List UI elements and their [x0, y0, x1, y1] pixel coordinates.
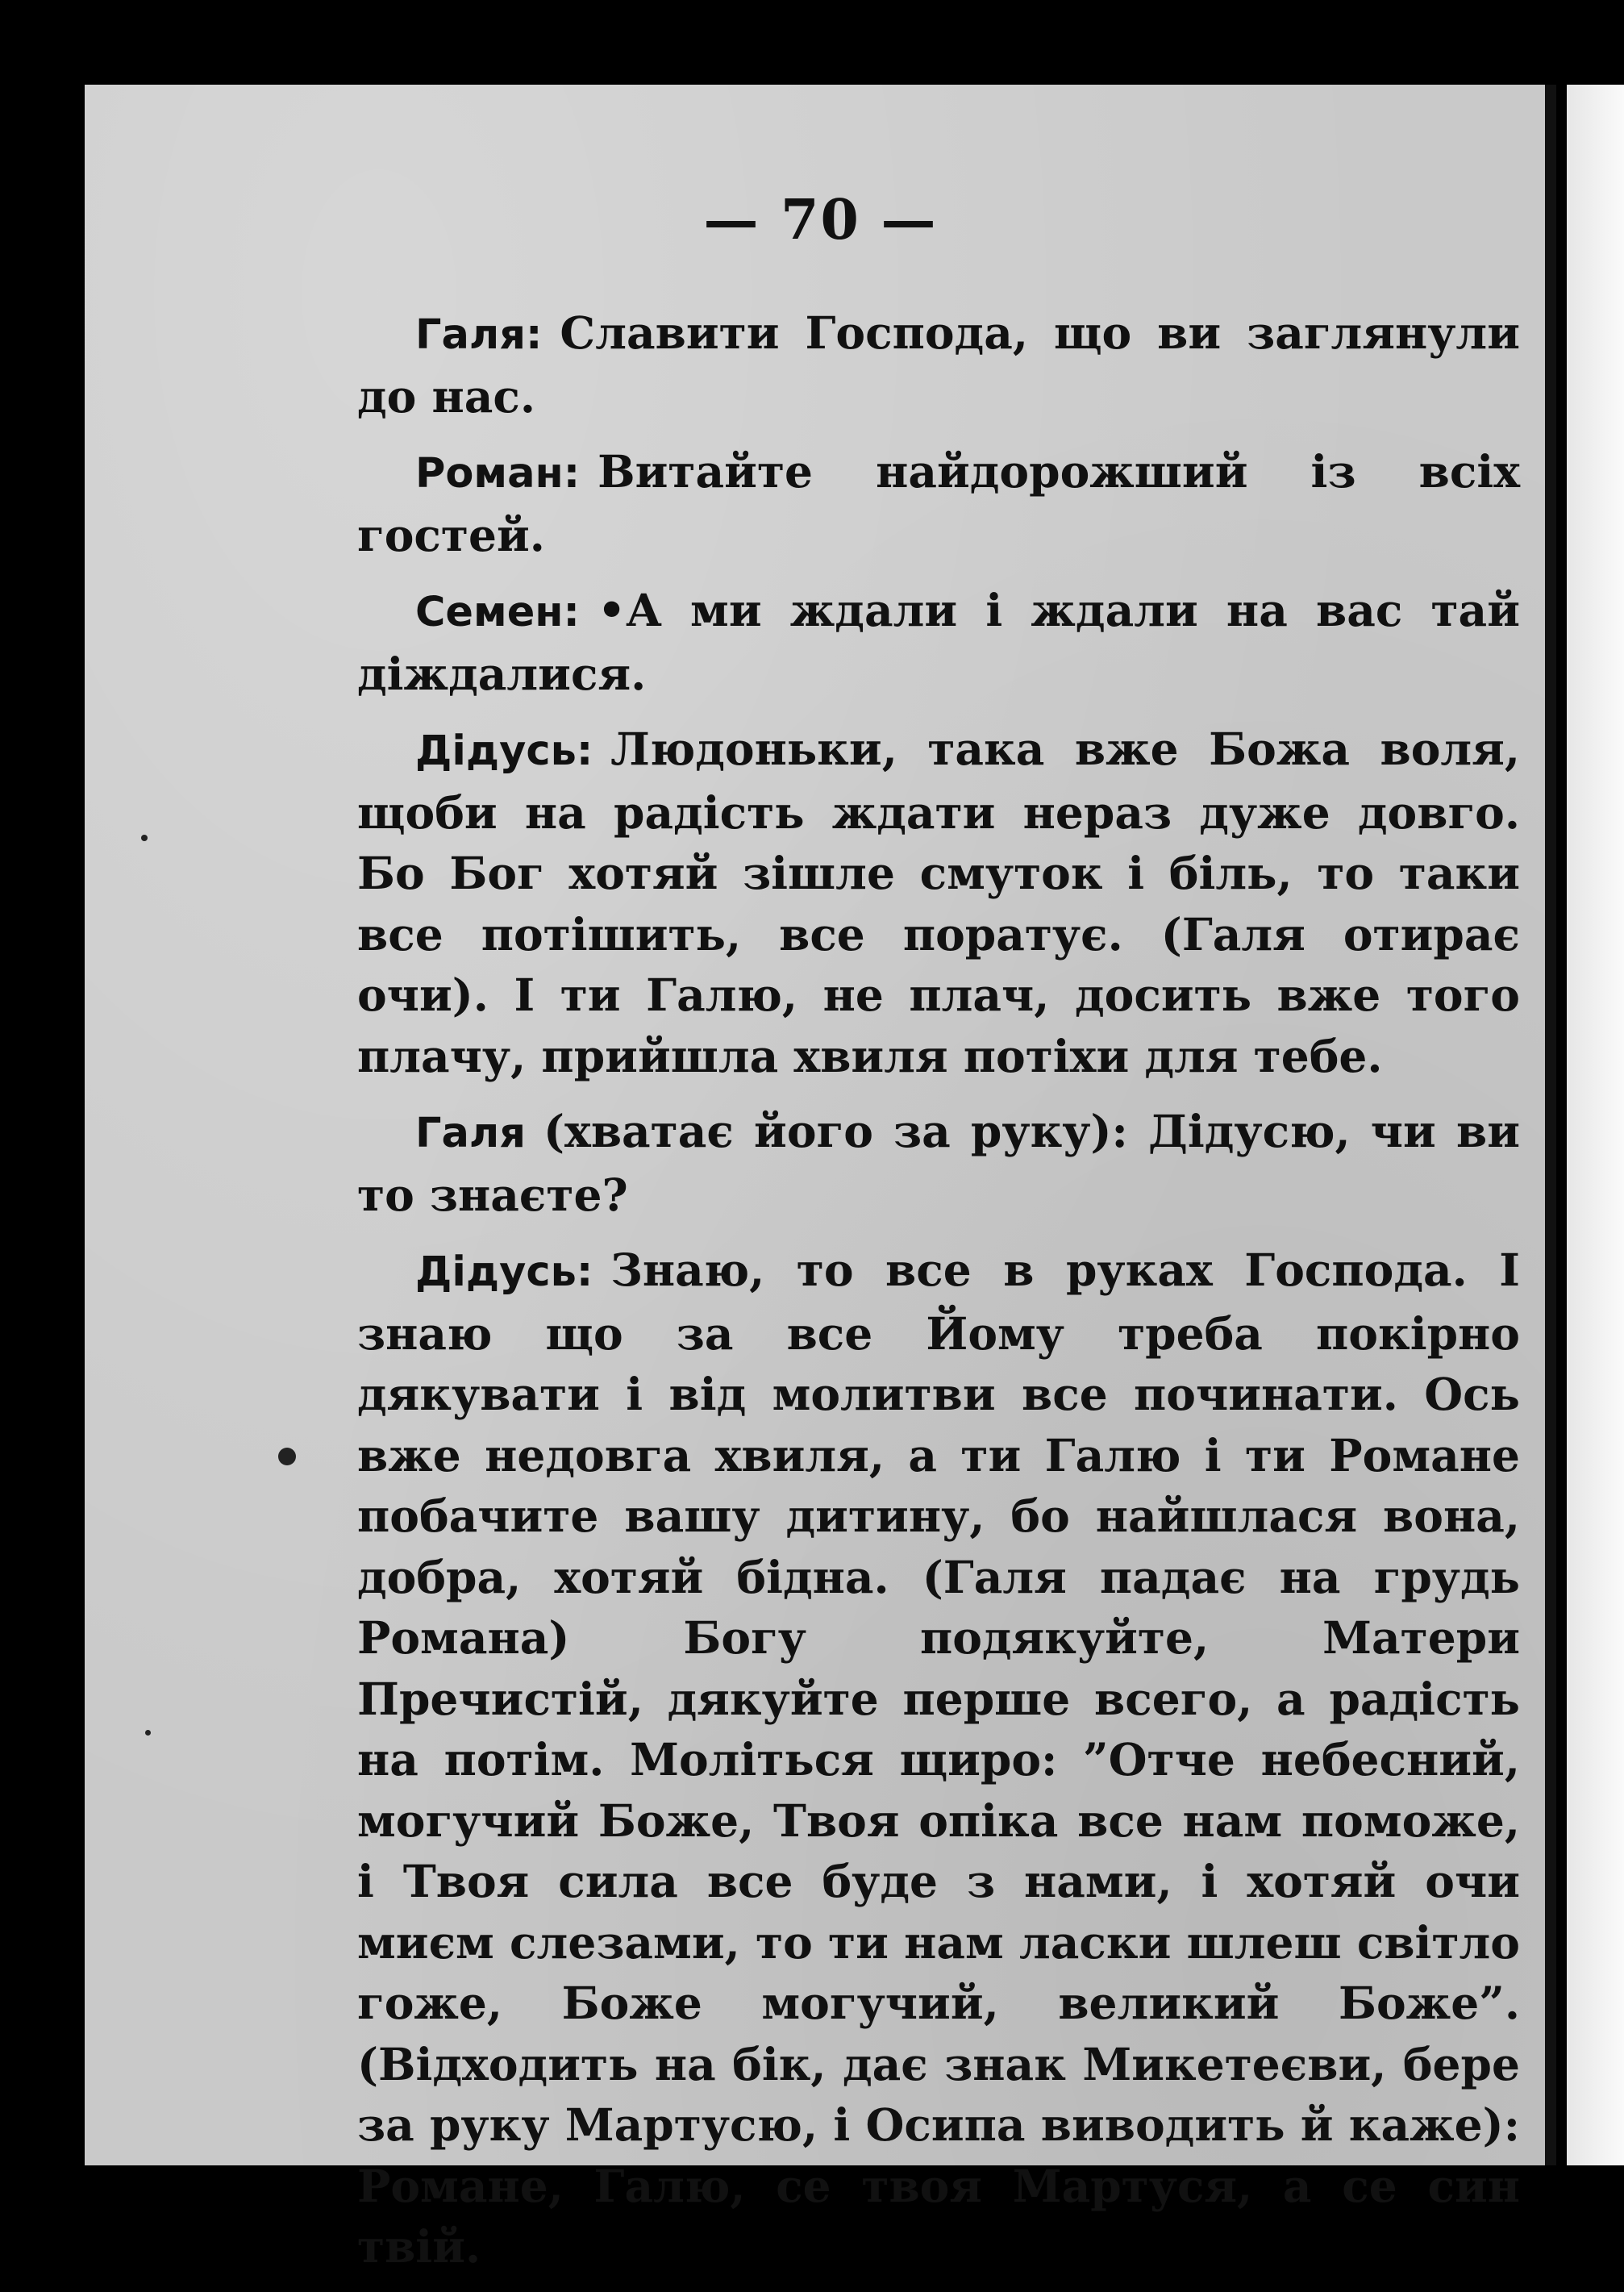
- page-body: [357, 302, 1520, 2292]
- dialogue-paragraph: [357, 302, 1520, 427]
- speaker-name: Дідусь:: [415, 1248, 593, 1296]
- dialogue-text: Знаю, то все в руках Господа. І знаю що за все Йому треба покірно дякувати і від молитви все починати. Ось вже недовга хвиля, а ти Галю і ти Романе побачите вашу дитину, бо найшлася вона, добра, хотяй бідна. (Галя падає на грудь Романа) Богу подякуйте, Матери Пречистій, дякуйте перше всего, а радість на потім. Моліться щиро: ”Отче небесний, могучий Боже, Твоя опіка все нам поможе, і Твоя сила все буде з нами, і хотяй очи миєм слезами, то ти нам ласки шлеш світло гоже, Боже могучий, великий Боже”. (Відходить на бік, дає знак Микетеєви, бере за руку Мартусю, і Осипа виводить й каже): Романе, Галю, се твоя Мартуся, а се син твій.: [357, 1244, 1520, 2273]
- dialogue-text: Людоньки, така вже Божа воля, щоби на радість ждати нераз дуже довго. Бо Бог хотяй зішле смуток і біль, то таки все потішить, все поратує. (Галя отирає очи). І ти Галю, не плач, досить вже того плачу, прийшла хвиля потіхи для тебе.: [357, 723, 1520, 1082]
- dialogue-paragraph: [357, 441, 1520, 565]
- scan-border-top: [0, 0, 1624, 85]
- dialogue-paragraph: [357, 1101, 1520, 1225]
- dialogue-text: (хватає його за руку): Дідусю, чи ви то знаєте?: [357, 1105, 1520, 1221]
- dialogue-paragraph: [357, 580, 1520, 704]
- dialogue-paragraph: [357, 719, 1520, 1086]
- page-edge: [1545, 85, 1556, 2165]
- dialogue-text: •А ми ждали і ждали на вас тай діждалися.: [357, 584, 1520, 700]
- page-number: — 70 —: [703, 188, 938, 252]
- speaker-name: Галя:: [415, 311, 543, 359]
- adjacent-page-edge: [1567, 85, 1624, 2165]
- book-page: [85, 85, 1556, 2273]
- speaker-name: Семен:: [415, 589, 580, 636]
- dialogue-text: Витайте найдорожший із всіх гостей.: [357, 445, 1520, 561]
- dialogue-paragraph: [357, 1240, 1520, 2277]
- speaker-name: Галя: [415, 1110, 527, 1157]
- speaker-name: Дідусь:: [415, 727, 593, 775]
- speaker-name: Роман:: [415, 450, 581, 498]
- dialogue-text: Славити Господа, що ви заглянули до нас.: [357, 306, 1520, 423]
